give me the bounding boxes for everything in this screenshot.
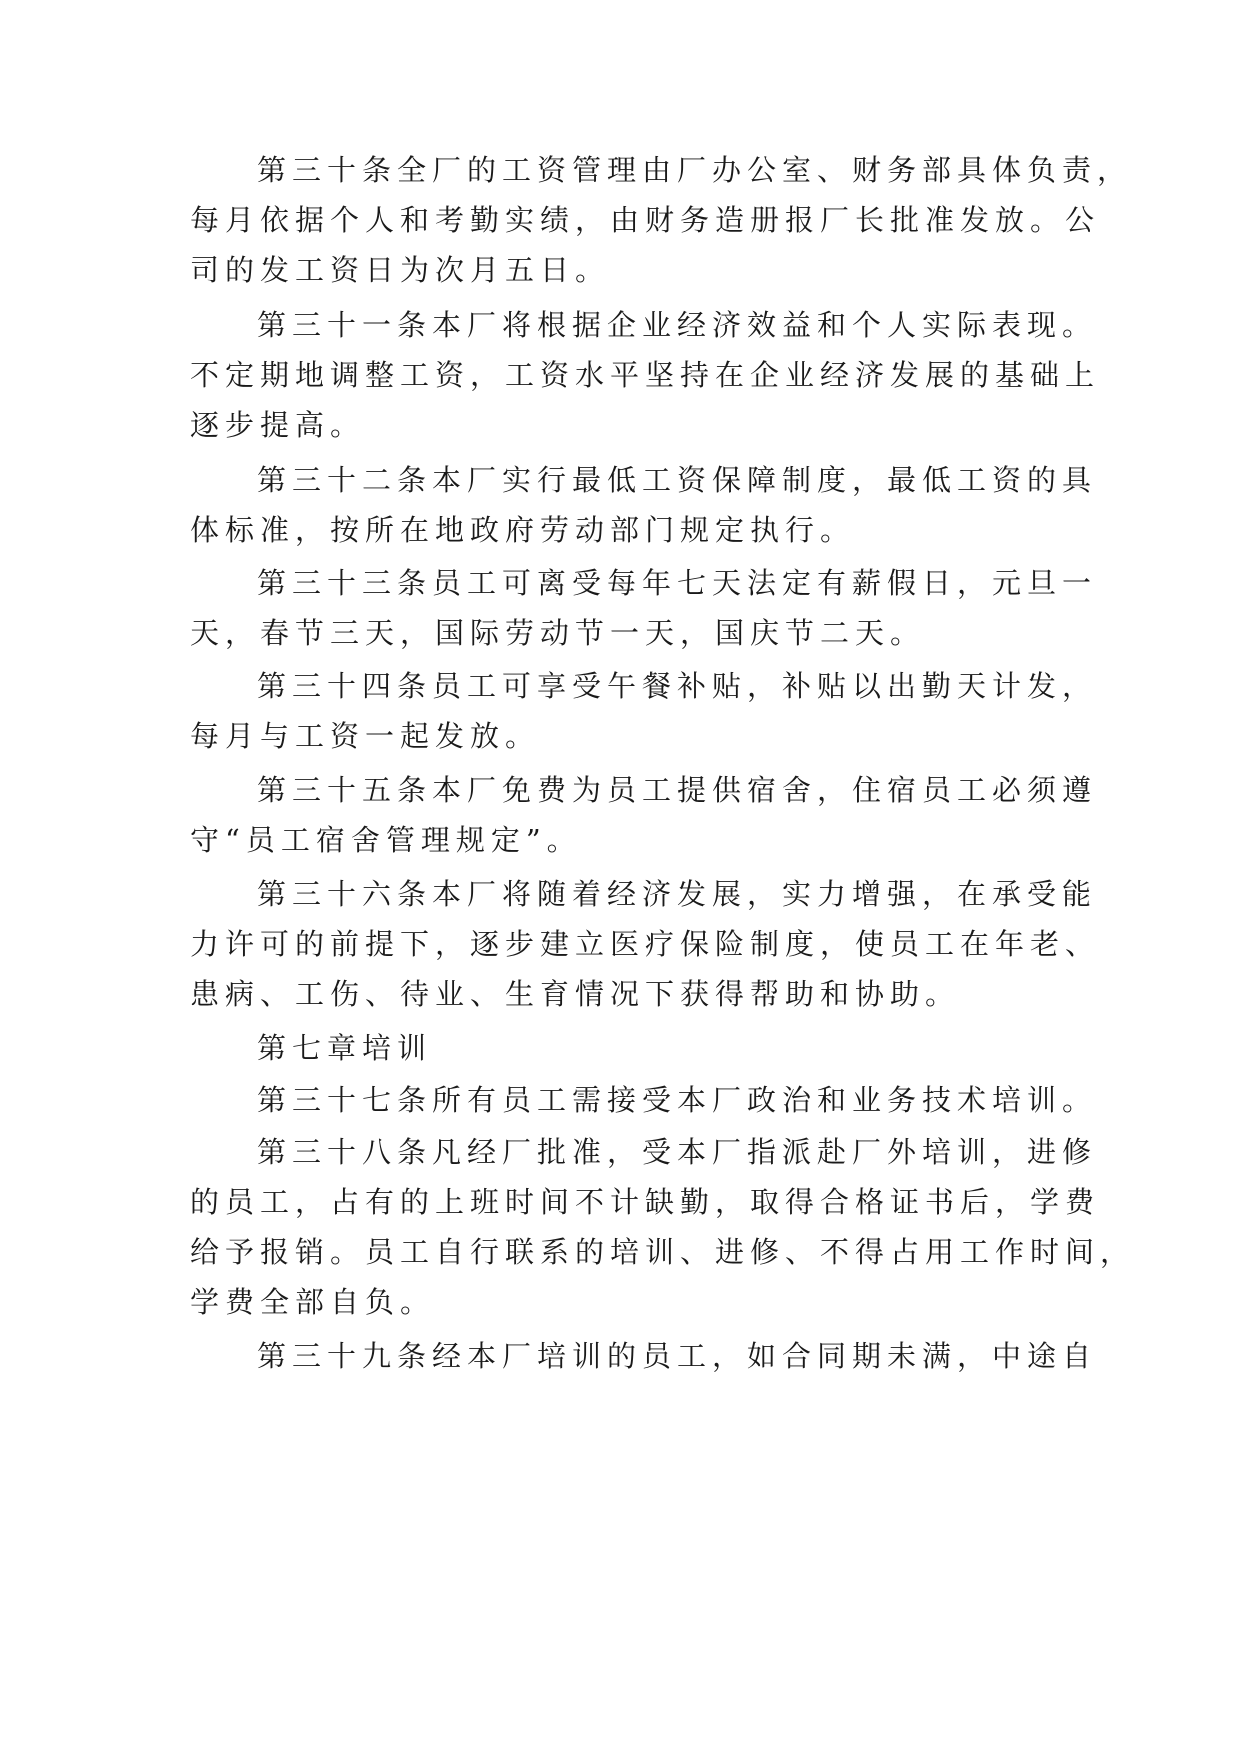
text-line: 不定期地调整工资，工资水平坚持在企业经济发展的基础上 [190,358,1101,392]
text-line: 第三十六条本厂将随着经济发展，实力增强，在承受能 [257,877,1098,911]
text-line: 第三十条全厂的工资管理由厂办公室、财务部具体负责， [257,153,1133,187]
text-line: 天，春节三天，国际劳动节一天，国庆节二天。 [190,616,926,650]
text-line: 每月与工资一起发放。 [190,719,541,753]
text-line: 患病、工伤、待业、生育情况下获得帮助和协助。 [190,977,961,1011]
text-line: 体标准，按所在地政府劳动部门规定执行。 [190,513,856,547]
text-line: 每月依据个人和考勤实绩，由财务造册报厂长批准发放。公 [190,203,1101,237]
text-line: 司的发工资日为次月五日。 [190,253,611,287]
text-line: 第三十三条员工可离受每年七天法定有薪假日，元旦一 [257,566,1098,600]
text-line: 第三十九条经本厂培训的员工，如合同期未满，中途自 [257,1339,1098,1373]
text-line: 力许可的前提下，逐步建立医疗保险制度，使员工在年老、 [190,927,1101,961]
text-line: 学费全部自负。 [190,1285,436,1319]
text-line: 第三十一条本厂将根据企业经济效益和个人实际表现。 [257,308,1098,342]
text-line: 逐步提高。 [190,408,366,442]
text-line: 的员工，占有的上班时间不计缺勤，取得合格证书后，学费 [190,1185,1101,1219]
text-line: 第三十二条本厂实行最低工资保障制度，最低工资的具 [257,463,1098,497]
text-line: 第三十八条凡经厂批准，受本厂指派赴厂外培训，进修 [257,1135,1098,1169]
text-line: 第三十四条员工可享受午餐补贴，补贴以出勤天计发， [257,669,1098,703]
text-line: 守“员工宿舍管理规定”。 [190,823,582,857]
text-line: 给予报销。员工自行联系的培训、进修、不得占用工作时间， [190,1235,1136,1269]
text-line: 第三十五条本厂免费为员工提供宿舍，住宿员工必须遵 [257,773,1098,807]
chapter-heading: 第七章培训 [257,1031,433,1065]
text-line: 第三十七条所有员工需接受本厂政治和业务技术培训。 [257,1083,1098,1117]
